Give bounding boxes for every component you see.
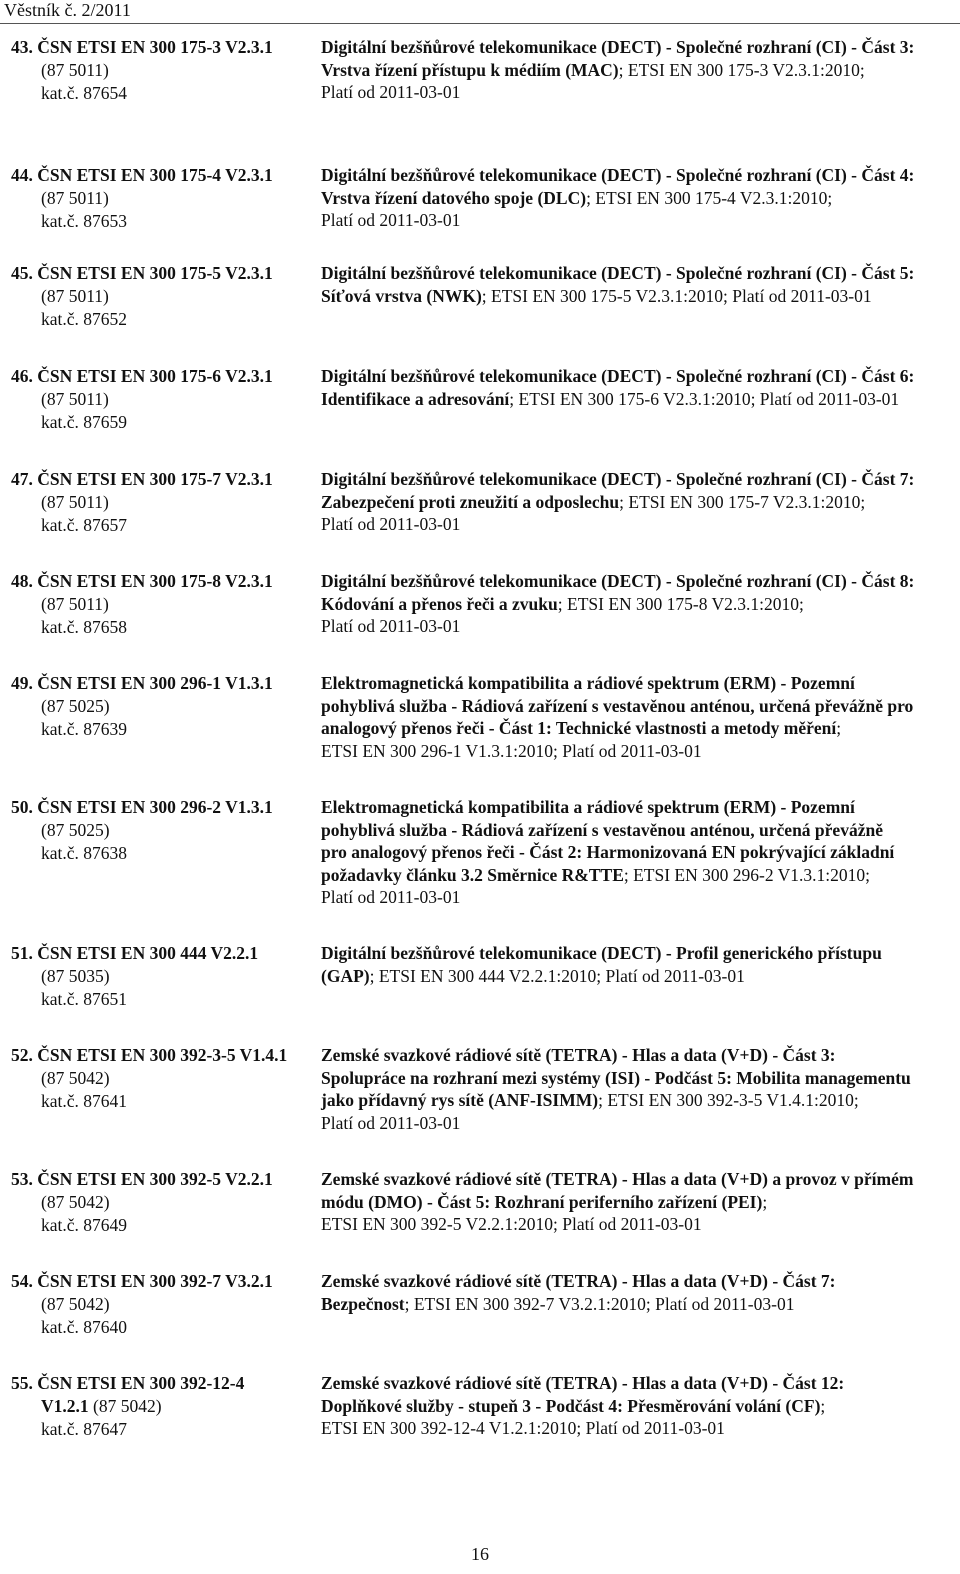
standard-reference-text: ; ETSI EN 300 175-4 V2.3.1:2010;: [586, 187, 833, 208]
standard-title-text: Digitální bezšňůrové telekomunikace (DECT) - Společné rozhraní (CI) - Část 5:: [321, 263, 915, 283]
classification-number: (87 5042): [41, 1192, 110, 1212]
standard-reference-text: Platí od 2011-03-01: [321, 1112, 461, 1133]
standard-description: [321, 942, 946, 987]
standard-title-text: módu (DMO) - Část 5: Rozhraní periferního zařízení (PEI): [321, 1191, 763, 1212]
description-line: [321, 1067, 946, 1090]
classification-number: (87 5011): [41, 594, 109, 614]
standard-title-text: Digitální bezšňůrové telekomunikace (DECT) - Společné rozhraní (CI) - Část 4:: [321, 165, 915, 185]
description-line: [321, 36, 946, 59]
classification-number: (87 5011): [41, 188, 109, 208]
standard-reference-text: ; ETSI EN 300 175-8 V2.3.1:2010;: [557, 593, 804, 614]
standard-code: 43. ČSN ETSI EN 300 175-3 V2.3.1: [11, 37, 273, 57]
standard-description: [321, 164, 946, 232]
description-line: [321, 1191, 946, 1214]
standard-title-text: Digitální bezšňůrové telekomunikace (DECT) - Společné rozhraní (CI) - Část 7:: [321, 469, 915, 489]
standard-identifier: [11, 262, 311, 331]
standard-identifier: [11, 796, 311, 865]
standard-title-text: Doplňkové služby - stupeň 3 - Podčást 4: Přesměrování volání (CF): [321, 1395, 821, 1416]
standard-code: 47. ČSN ETSI EN 300 175-7 V2.3.1: [11, 469, 273, 489]
catalog-number: kat.č. 87654: [41, 83, 128, 103]
standard-identifier: [11, 1044, 311, 1113]
standard-description: [321, 1372, 946, 1440]
description-line: [321, 388, 946, 411]
catalog-number: kat.č. 87658: [41, 617, 128, 637]
description-line: [321, 1372, 946, 1395]
standard-reference-text: ETSI EN 300 392-5 V2.2.1:2010; Platí od 2011-03-01: [321, 1214, 702, 1234]
standard-code: 44. ČSN ETSI EN 300 175-4 V2.3.1: [11, 165, 273, 185]
standard-code: 55. ČSN ETSI EN 300 392-12-4: [11, 1373, 245, 1393]
description-line: [321, 468, 946, 491]
description-line: [321, 1112, 946, 1135]
page-number: 16: [471, 1544, 489, 1564]
classification-number: (87 5011): [41, 389, 109, 409]
standard-title-text: Digitální bezšňůrové telekomunikace (DECT) - Společné rozhraní (CI) - Část 6:: [321, 366, 915, 386]
catalog-number: kat.č. 87659: [41, 412, 128, 432]
description-line: [321, 1213, 946, 1236]
standard-title-text: Spolupráce na rozhraní mezi systémy (ISI) - Podčást 5: Mobilita managementu: [321, 1067, 911, 1088]
description-line: [321, 285, 946, 308]
description-line: [321, 1293, 946, 1316]
classification-number: (87 5011): [41, 492, 109, 512]
catalog-number: kat.č. 87653: [41, 211, 128, 231]
standard-description: [321, 1044, 946, 1134]
standard-title-text: Vrstva řízení datového spoje (DLC): [321, 187, 587, 208]
standard-title-text: Digitální bezšňůrové telekomunikace (DECT) - Společné rozhraní (CI) - Část 3:: [321, 37, 915, 57]
standard-title-text: Zemské svazkové rádiové sítě (TETRA) - Hlas a data (V+D) a provoz v přímém: [321, 1169, 914, 1189]
standard-description: [321, 262, 946, 307]
standard-title-text: pohyblivá služba - Rádiová zařízení s vestavěnou anténou, určená převážně: [321, 819, 883, 840]
standard-reference-text: ; ETSI EN 300 175-7 V2.3.1:2010;: [619, 491, 866, 512]
description-line: [321, 1270, 946, 1293]
description-line: [321, 942, 946, 965]
standard-code: 50. ČSN ETSI EN 300 296-2 V1.3.1: [11, 797, 273, 817]
standard-reference-text: Platí od 2011-03-01: [321, 210, 461, 230]
description-line: [321, 59, 946, 82]
standard-description: [321, 1270, 946, 1315]
catalog-number: kat.č. 87639: [41, 719, 128, 739]
standard-reference-text: Platí od 2011-03-01: [321, 514, 461, 534]
standard-identifier: [11, 365, 311, 434]
description-line: [321, 513, 946, 536]
standard-reference-text: ; ETSI EN 300 175-6 V2.3.1:2010; Platí od 2011-03-01: [509, 388, 900, 409]
description-line: [321, 164, 946, 187]
catalog-number: kat.č. 87657: [41, 515, 128, 535]
description-line: [321, 365, 946, 388]
standard-title-text: analogový přenos řeči - Část 1: Technické vlastnosti a metody měření: [321, 718, 837, 738]
description-line: [321, 1168, 946, 1191]
description-line: [321, 695, 946, 718]
description-line: [321, 615, 946, 638]
standard-reference-text: ; ETSI EN 300 175-3 V2.3.1:2010;: [618, 59, 865, 80]
description-line: [321, 491, 946, 514]
classification-number: (87 5042): [41, 1068, 110, 1088]
standard-identifier: [11, 942, 311, 1011]
description-line: [321, 841, 946, 864]
standard-reference-text: ; ETSI EN 300 444 V2.2.1:2010; Platí od 2011-03-01: [369, 965, 745, 986]
standard-identifier: [11, 1270, 311, 1339]
standard-title-text: Elektromagnetická kompatibilita a rádiové spektrum (ERM) - Pozemní: [321, 673, 855, 693]
standard-reference-text: ETSI EN 300 392-12-4 V1.2.1:2010; Platí od 2011-03-01: [321, 1418, 725, 1438]
description-line: [321, 740, 946, 763]
standard-title-text: Zemské svazkové rádiové sítě (TETRA) - Hlas a data (V+D) - Část 12:: [321, 1373, 845, 1393]
standard-title-text: Zemské svazkové rádiové sítě (TETRA) - Hlas a data (V+D) - Část 3:: [321, 1045, 836, 1065]
standard-code: 46. ČSN ETSI EN 300 175-6 V2.3.1: [11, 366, 273, 386]
standard-identifier: [11, 164, 311, 233]
standard-reference-text: ; ETSI EN 300 175-5 V2.3.1:2010; Platí od 2011-03-01: [481, 285, 872, 306]
description-line: [321, 1395, 946, 1418]
classification-number: (87 5011): [41, 286, 109, 306]
standard-description: [321, 36, 946, 104]
description-line: [321, 864, 946, 887]
catalog-number: kat.č. 87652: [41, 309, 128, 329]
standard-code: 48. ČSN ETSI EN 300 175-8 V2.3.1: [11, 571, 273, 591]
standard-identifier: [11, 570, 311, 639]
catalog-number: kat.č. 87651: [41, 989, 128, 1009]
classification-number: (87 5025): [41, 696, 110, 716]
standard-description: [321, 365, 946, 410]
standard-reference-text: Platí od 2011-03-01: [321, 82, 461, 102]
standard-title-text: Vrstva řízení přístupu k médiím (MAC): [321, 59, 619, 80]
standard-reference-text: Platí od 2011-03-01: [321, 616, 461, 636]
description-line: [321, 965, 946, 988]
standard-title-text: Kódování a přenos řeči a zvuku: [321, 593, 558, 614]
standard-description: [321, 468, 946, 536]
description-line: [321, 187, 946, 210]
catalog-number: kat.č. 87641: [41, 1091, 128, 1111]
description-line: [321, 796, 946, 819]
standard-reference-text: ; ETSI EN 300 392-3-5 V1.4.1:2010;: [598, 1090, 859, 1110]
catalog-number: kat.č. 87638: [41, 843, 128, 863]
classification-number: (87 5035): [41, 966, 110, 986]
standard-reference-text: ;: [836, 718, 842, 738]
standard-identifier: [11, 1372, 311, 1441]
standard-title-text: Bezpečnost: [321, 1293, 405, 1314]
standard-title-text: Identifikace a adresování: [321, 388, 510, 409]
standard-title-text: požadavky článku 3.2 Směrnice R&TTE: [321, 864, 624, 885]
description-line: [321, 593, 946, 616]
catalog-number: kat.č. 87647: [41, 1419, 128, 1439]
standard-reference-text: ;: [820, 1395, 826, 1416]
standard-title-text: Digitální bezšňůrové telekomunikace (DECT) - Společné rozhraní (CI) - Část 8:: [321, 571, 915, 591]
catalog-number: kat.č. 87649: [41, 1215, 128, 1235]
catalog-number: kat.č. 87640: [41, 1317, 128, 1337]
classification-number: (87 5011): [41, 60, 109, 80]
standard-code: 52. ČSN ETSI EN 300 392-3-5 V1.4.1: [11, 1045, 288, 1065]
description-line: [321, 81, 946, 104]
standard-description: [321, 1168, 946, 1236]
standard-reference-text: ; ETSI EN 300 296-2 V1.3.1:2010;: [623, 864, 871, 885]
description-line: [321, 209, 946, 232]
header-divider: [0, 23, 960, 24]
standard-description: [321, 672, 946, 762]
standard-title-text: jako přídavný rys sítě (ANF-ISIMM): [321, 1090, 599, 1110]
standard-code: 45. ČSN ETSI EN 300 175-5 V2.3.1: [11, 263, 273, 283]
standard-code-continued: V1.2.1: [41, 1396, 89, 1416]
standard-code: 54. ČSN ETSI EN 300 392-7 V3.2.1: [11, 1271, 273, 1291]
journal-header: Věstník č. 2/2011: [4, 0, 131, 20]
standard-title-text: (GAP): [321, 965, 370, 986]
standard-reference-text: Platí od 2011-03-01: [321, 887, 461, 907]
description-line: [321, 717, 946, 740]
standard-description: [321, 570, 946, 638]
standard-identifier: [11, 36, 311, 105]
classification-number: (87 5042): [93, 1396, 162, 1416]
standard-identifier: [11, 672, 311, 741]
classification-number: (87 5025): [41, 820, 110, 840]
standard-title-text: Zabezpečení proti zneužití a odposlechu: [321, 491, 620, 512]
description-line: [321, 570, 946, 593]
standard-title-text: Zemské svazkové rádiové sítě (TETRA) - Hlas a data (V+D) - Část 7:: [321, 1271, 836, 1291]
standard-description: [321, 796, 946, 909]
standard-title-text: pohyblivá služba - Rádiová zařízení s vestavěnou anténou, určená převážně pro: [321, 695, 914, 716]
standard-reference-text: ;: [762, 1191, 768, 1212]
standard-identifier: [11, 468, 311, 537]
standard-code: 51. ČSN ETSI EN 300 444 V2.2.1: [11, 943, 259, 963]
description-line: [321, 262, 946, 285]
standard-title-text: Síťová vrstva (NWK): [321, 285, 482, 306]
standard-title-text: pro analogový přenos řeči - Část 2: Harmonizovaná EN pokrývající základní: [321, 842, 895, 862]
description-line: [321, 1417, 946, 1440]
standard-title-text: Elektromagnetická kompatibilita a rádiové spektrum (ERM) - Pozemní: [321, 797, 855, 817]
description-line: [321, 819, 946, 842]
standard-reference-text: ETSI EN 300 296-1 V1.3.1:2010; Platí od 2011-03-01: [321, 740, 702, 761]
standard-reference-text: ; ETSI EN 300 392-7 V3.2.1:2010; Platí od 2011-03-01: [404, 1293, 795, 1314]
description-line: [321, 886, 946, 909]
description-line: [321, 1089, 946, 1112]
description-line: [321, 672, 946, 695]
standard-code: 49. ČSN ETSI EN 300 296-1 V1.3.1: [11, 673, 273, 693]
standard-title-text: Digitální bezšňůrové telekomunikace (DECT) - Profil generického přístupu: [321, 943, 882, 963]
classification-number: (87 5042): [41, 1294, 110, 1314]
standard-code: 53. ČSN ETSI EN 300 392-5 V2.2.1: [11, 1169, 273, 1189]
description-line: [321, 1044, 946, 1067]
standard-identifier: [11, 1168, 311, 1237]
